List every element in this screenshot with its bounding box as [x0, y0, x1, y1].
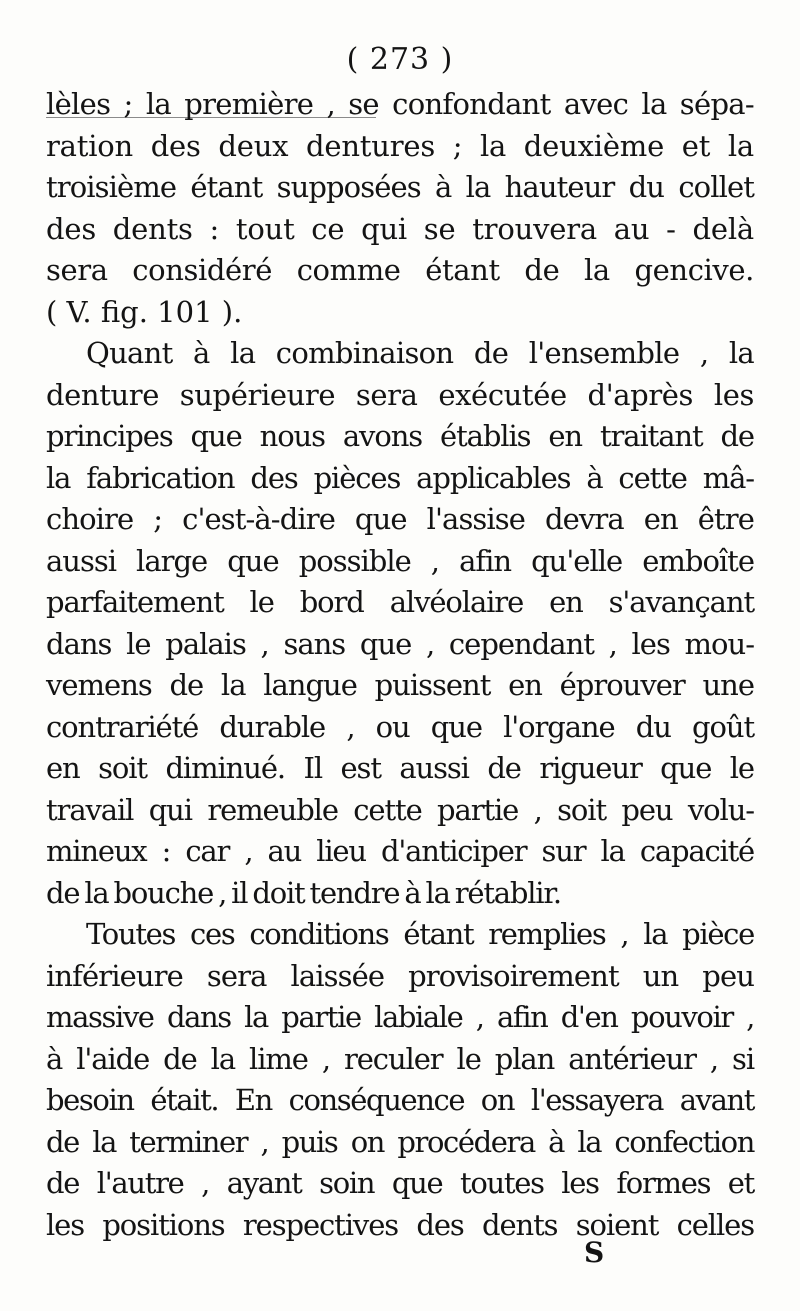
text-line: aussi large que possible , afin qu'elle emboîte	[46, 543, 754, 578]
text-line: de l'autre , ayant soin que toutes les formes et	[46, 1166, 754, 1200]
text-line: troisième étant supposées à la hauteur du collet	[46, 170, 754, 204]
text-line: vemens de la langue puissent en éprouver une	[46, 668, 754, 702]
text-line: principes que nous avons établis en traitant de	[46, 419, 754, 453]
text-line: mineux : car , au lieu d'anticiper sur la capacité	[46, 834, 754, 868]
text-line: les positions respectives des dents soient celles	[46, 1207, 754, 1242]
text-line: à l'aide de la lime , reculer le plan antérieur , si	[46, 1041, 754, 1076]
text-line: Toutes ces conditions étant remplies , la pièce	[86, 917, 754, 951]
paragraph-3	[46, 914, 754, 1246]
text-line: Quant à la combinaison de l'ensemble , la	[86, 336, 754, 370]
text-line: sera considéré comme étant de la gencive.	[46, 253, 754, 287]
paragraph-2	[46, 333, 754, 914]
signature-mark: S	[584, 1236, 605, 1269]
text-line: travail qui remeuble cette partie , soit peu volu-	[46, 792, 754, 827]
text-line: la fabrication des pièces applicables à cette mâ-	[46, 460, 754, 495]
body-text	[46, 84, 754, 1246]
text-line: ration des deux dentures ; la deuxième et la	[46, 128, 754, 163]
text-line: massive dans la partie labiale , afin d'en pouvoir ,	[46, 1000, 754, 1034]
text-line: contrariété durable , ou que l'organe du goût	[46, 709, 754, 744]
text-line: choire ; c'est-à-dire que l'assise devra en être	[46, 502, 754, 536]
page-number: ( 273 )	[346, 42, 454, 77]
text-line: de la bouche , il doit tendre à la rétablir.	[46, 875, 561, 910]
text-line: ( V. fig. 101 ).	[46, 294, 243, 329]
text-line: des dents : tout ce qui se trouvera au - delà	[46, 211, 754, 246]
text-line: parfaitement le bord alvéolaire en s'avançant	[46, 585, 754, 619]
text-line: lèles ; la première , se confondant avec la sépa-	[46, 87, 754, 121]
text-line: denture supérieure sera exécutée d'après les	[46, 377, 754, 412]
text-line: inférieure sera laissée provisoirement un peu	[46, 958, 754, 993]
text-line: en soit diminué. Il est aussi de rigueur que le	[46, 751, 754, 785]
text-line: de la terminer , puis on procédera à la confection	[46, 1124, 754, 1159]
text-line: besoin était. En conséquence on l'essayera avant	[46, 1083, 754, 1117]
paragraph-1	[46, 84, 754, 333]
text-line: dans le palais , sans que , cependant , les mou-	[46, 626, 754, 661]
